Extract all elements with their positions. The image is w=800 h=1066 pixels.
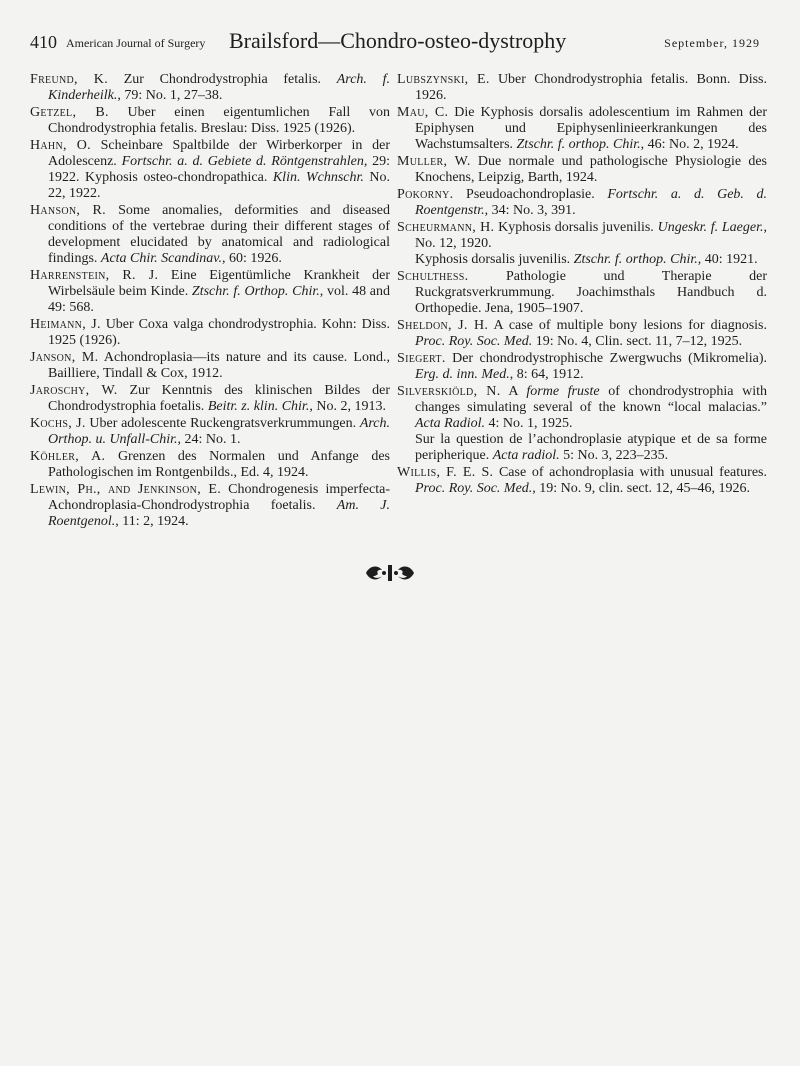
reference-details: 19: No. 4, Clin. sect. 11, 7–12, 1925. — [532, 334, 743, 349]
reference-entry — [30, 350, 390, 382]
reference-author: Getzel, B. — [30, 105, 109, 120]
reference-journal: Klin. Wchnschr. — [272, 170, 364, 185]
reference-text: Uber Coxa valga chondrodystrophia. Kohn: Diss. 1925 (1926). — [48, 317, 391, 348]
reference-entry — [397, 384, 767, 464]
reference-author: Scheurmann, H. — [397, 220, 495, 235]
reference-entry — [30, 268, 390, 316]
reference-entry — [30, 72, 390, 104]
reference-details: , 40: 1921. — [697, 252, 758, 267]
reference-author: Lubszynski, E. — [397, 72, 490, 87]
reference-entry — [397, 351, 767, 383]
reference-details: , 79: No. 1, 27–38. — [117, 88, 223, 103]
reference-entry — [397, 105, 767, 153]
reference-details: , 46: No. 2, 1924. — [640, 137, 739, 152]
reference-details: , 11: 2, 1924. — [115, 514, 189, 529]
reference-author: Muller, W. — [397, 154, 471, 169]
reference-author: Schulthess. — [397, 269, 469, 284]
reference-entry — [30, 449, 390, 481]
reference-journal: Beitr. z. klin. Chir. — [207, 399, 310, 414]
reference-author: Freund, K. — [30, 72, 109, 87]
reference-entry — [397, 465, 767, 497]
reference-journal: Arch. f. Kinderheilk. — [48, 72, 390, 103]
reference-journal: Acta Radiol. — [415, 416, 485, 431]
reference-subentry — [415, 432, 767, 464]
reference-details: 5: No. 3, 223–235. — [559, 448, 669, 463]
reference-entry — [30, 416, 390, 448]
reference-journal: Erg. d. inn. Med. — [415, 367, 510, 382]
reference-journal: Fortschr. a. d. Geb. d. Roentgenstr. — [415, 187, 767, 218]
reference-author: Sheldon, J. H. — [397, 318, 489, 333]
reference-subentry — [415, 252, 767, 268]
reference-journal: Proc. Roy. Soc. Med. — [415, 481, 533, 496]
reference-entry — [397, 154, 767, 186]
reference-text: Kyphosis dorsalis juvenilis. — [415, 252, 574, 267]
reference-text: Uber Chondrodystrophia fetalis. Bonn. Diss. 1926. — [415, 72, 768, 103]
reference-journal: Arch. Orthop. u. Unfall-Chir. — [48, 416, 391, 447]
running-header — [30, 30, 760, 56]
reference-author: Kochs, J. — [30, 416, 86, 431]
ornament-fleuron-icon — [362, 562, 418, 584]
reference-entry — [30, 203, 390, 267]
reference-entry — [397, 72, 767, 104]
reference-author: Hanson, R. — [30, 203, 106, 218]
reference-journal: Ztschr. f. orthop. Chir. — [516, 137, 641, 152]
reference-journal: Proc. Roy. Soc. Med. — [415, 334, 533, 349]
reference-journal: Am. J. Roentgenol. — [48, 498, 390, 529]
reference-details: , vol. 48 and 49: 568. — [48, 284, 391, 315]
reference-entry — [397, 187, 767, 219]
reference-author: Köhler, A. — [30, 449, 106, 464]
reference-author: Harrenstein, R. J. — [30, 268, 159, 283]
reference-text: Uber adolescente Ruckengratsverkrummungen. — [85, 416, 360, 431]
reference-text: Kyphosis dorsalis juvenilis. — [494, 220, 658, 235]
reference-entry — [397, 318, 767, 350]
reference-author: Janson, M. — [30, 350, 99, 365]
journal-name: American Journal of Surgery — [66, 36, 206, 50]
reference-journal: forme fruste — [526, 384, 600, 399]
reference-journal: Fortschr. a. d. Gebiete d. Röntgenstrahlen — [121, 154, 364, 169]
reference-text: Die Kyphosis dorsalis adolescentium im Rahmen der Epiphysen und Epiphysenlinieerkrankungen des Wachstumsalters. — [415, 105, 767, 152]
reference-journal: Acta radiol. — [492, 448, 560, 463]
reference-details: , 34: No. 3, 391. — [484, 203, 576, 218]
reference-text: Case of achondroplasia with unusual features. — [493, 465, 767, 480]
reference-author: Lewin, Ph., and Jenkinson, E. — [30, 482, 222, 497]
reference-text: Der chondrodystrophische Zwergwuchs (Mikromelia). — [445, 351, 767, 366]
reference-details: of chondrodystrophia with changes simulating several of the known “local malacias.” — [415, 384, 767, 415]
reference-text: Zur Kenntnis des klinischen Bildes der Chondrodystrophia foetalis. — [48, 383, 390, 414]
reference-text: A case of multiple bony lesions for diagnosis. — [488, 318, 767, 333]
reference-details: No. 22, 1922. — [48, 170, 390, 201]
reference-author: Silverskiöld, N. — [397, 384, 501, 399]
reference-text: Zur Chondrodystrophia fetalis. — [108, 72, 337, 87]
reference-author: Hahn, O. — [30, 138, 91, 153]
reference-entry — [30, 105, 390, 137]
reference-author: Jaroschy, W. — [30, 383, 118, 398]
reference-details: , 19: No. 9, clin. sect. 12, 45–46, 1926. — [532, 481, 751, 496]
reference-text: Eine Eigentümliche Krankheit der Wirbelsäule beim Kinde. — [48, 268, 390, 299]
reference-text: Pseudoachondroplasie. — [453, 187, 608, 202]
reference-author: Siegert. — [397, 351, 446, 366]
reference-entry — [30, 138, 390, 202]
reference-journal: Ztschr. f. Orthop. Chir. — [191, 284, 320, 299]
reference-details: , No. 2, 1913. — [309, 399, 386, 414]
article-title: Brailsford—Chondro-osteo-dystrophy — [229, 28, 567, 53]
reference-journal: Ztschr. f. orthop. Chir. — [573, 252, 698, 267]
reference-text: Pathologie und Therapie der Ruckgratsverkrummung. Joachimsthals Handbuch d. Orthopedie. Jena, 1905–1907. — [415, 269, 767, 316]
reference-journal: Ungeskr. f. Laeger. — [657, 220, 764, 235]
page-number: 410 — [30, 32, 57, 52]
reference-text: Sur la question de l’achondroplasie atypique et de sa forme peripherique. — [415, 432, 767, 463]
reference-text: A — [500, 384, 527, 399]
reference-text: Due normale und pathologische Physiologie des Knochens, Leipzig, Barth, 1924. — [415, 154, 768, 185]
reference-entry — [397, 220, 767, 268]
reference-text: Scheinbare Spaltbilde der Wirberkorper in der Adolescenz. — [48, 138, 390, 169]
reference-entry — [397, 269, 767, 317]
reference-author: Pokorny. — [397, 187, 454, 202]
reference-journal: Acta Chir. Scandinav. — [100, 251, 222, 266]
issue-date: September, 1929 — [664, 36, 760, 50]
reference-details: 4: No. 1, 1925. — [485, 416, 573, 431]
reference-details: , No. 12, 1920. — [415, 220, 768, 251]
reference-text: Achondroplasia—its nature and its cause. Lond., Bailliere, Tindall & Cox, 1912. — [48, 350, 390, 381]
reference-author: Heimann, J. — [30, 317, 101, 332]
reference-text: Chondrogenesis imperfecta-Achondroplasia-Chondrodystrophia foetalis. — [48, 482, 390, 513]
references-right-column — [397, 72, 767, 498]
reference-details: , 29: 1922. Kyphosis osteo-chondropathica. — [48, 154, 391, 185]
reference-entry — [30, 383, 390, 415]
reference-details: , 8: 64, 1912. — [509, 367, 584, 382]
reference-entry — [30, 317, 390, 349]
reference-author: Willis, F. E. S. — [397, 465, 494, 480]
reference-details: , 60: 1926. — [221, 251, 282, 266]
reference-text: Uber einen eigentumlichen Fall von Chondrodystrophia fetalis. Breslau: Diss. 1925 (1926). — [48, 105, 390, 136]
references-left-column — [30, 72, 390, 531]
reference-details: , 24: No. 1. — [177, 432, 241, 447]
reference-entry — [30, 482, 390, 530]
reference-text: Grenzen des Normalen und Anfange des Pathologischen im Rontgenbilds., Ed. 4, 1924. — [48, 449, 390, 480]
reference-text: Some anomalies, deformities and diseased conditions of the vertebrae during their different stages of development elucidated by anatomical and radiological findings. — [48, 203, 390, 266]
reference-author: Mau, C. — [397, 105, 449, 120]
